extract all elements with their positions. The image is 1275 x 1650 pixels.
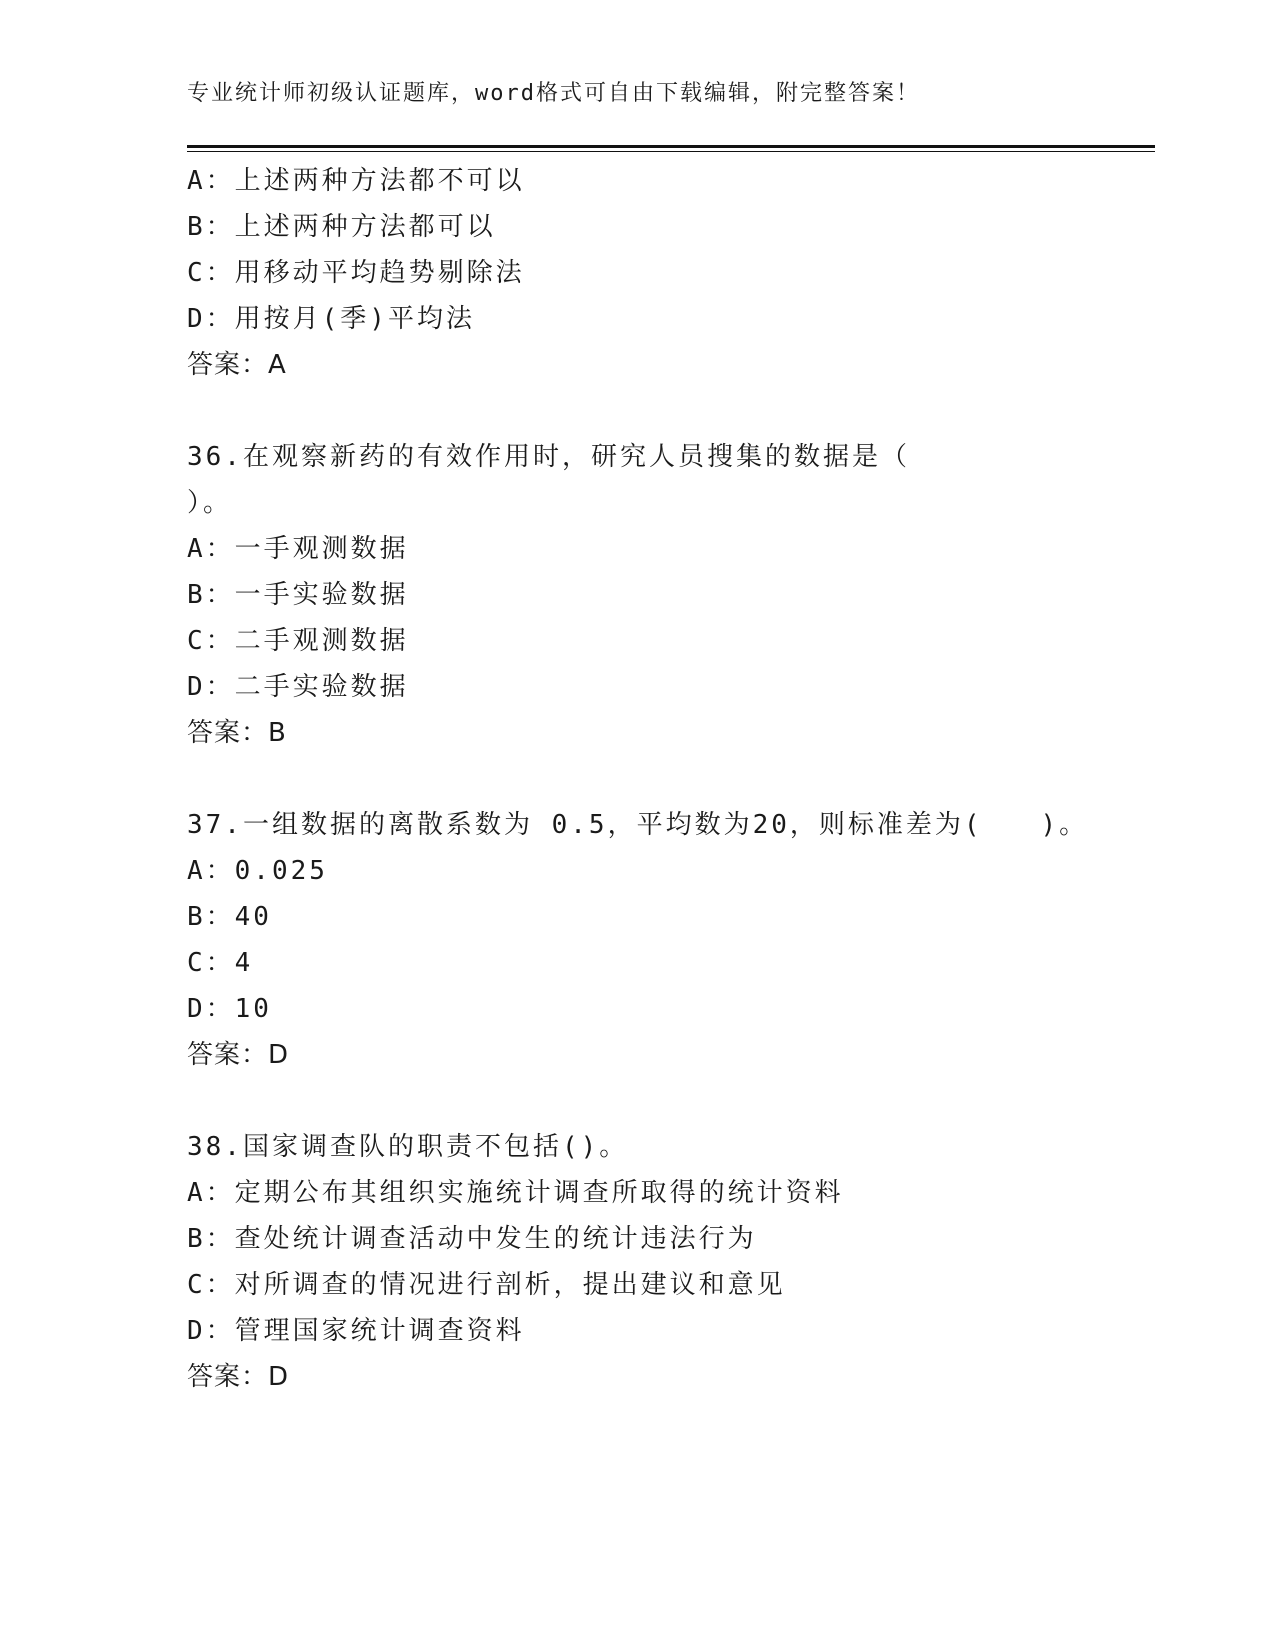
option-b: B：一手实验数据 <box>187 580 409 610</box>
document-header: 专业统计师初级认证题库，word格式可自由下载编辑，附完整答案！ <box>187 81 920 106</box>
option-a: A：上述两种方法都不可以 <box>187 166 525 196</box>
answer-line: 答案：D <box>187 1040 290 1070</box>
option-b: B：40 <box>187 902 272 932</box>
option-a: A：一手观测数据 <box>187 534 409 564</box>
question-38-block <box>187 1124 1155 1400</box>
option-d: D：10 <box>187 994 272 1024</box>
answer-line: 答案：A <box>187 350 287 380</box>
question-37-block <box>187 802 1155 1078</box>
option-c: C：二手观测数据 <box>187 626 409 656</box>
option-a: A：0.025 <box>187 856 328 886</box>
option-d: D：二手实验数据 <box>187 672 409 702</box>
question-37-stem: 37.一组数据的离散系数为 0.5，平均数为20，则标准差为( )。 <box>187 810 1089 840</box>
option-d: D：管理国家统计调查资料 <box>187 1316 525 1346</box>
spacer <box>187 756 1155 802</box>
option-b: B：上述两种方法都可以 <box>187 212 496 242</box>
question-36-stem-line2: ）。 <box>187 488 233 518</box>
header-rule-thin <box>187 151 1155 152</box>
spacer <box>187 388 1155 434</box>
question-38-stem: 38.国家调查队的职责不包括()。 <box>187 1132 629 1162</box>
option-c: C：4 <box>187 948 254 978</box>
option-a: A：定期公布其组织实施统计调查所取得的统计资料 <box>187 1178 844 1208</box>
answer-line: 答案：B <box>187 718 287 748</box>
spacer <box>187 1078 1155 1124</box>
option-b: B：查处统计调查活动中发生的统计违法行为 <box>187 1224 757 1254</box>
option-c: C：对所调查的情况进行剖析，提出建议和意见 <box>187 1270 786 1300</box>
answer-line: 答案：D <box>187 1362 290 1392</box>
question-content <box>187 158 1155 1400</box>
option-c: C：用移动平均趋势剔除法 <box>187 258 525 288</box>
question-36-stem-line1: 36.在观察新药的有效作用时，研究人员搜集的数据是（ <box>187 442 910 472</box>
header-rule-thick <box>187 145 1155 148</box>
question-36-block <box>187 434 1155 756</box>
option-d: D：用按月(季)平均法 <box>187 304 475 334</box>
prev-question-block <box>187 158 1155 388</box>
